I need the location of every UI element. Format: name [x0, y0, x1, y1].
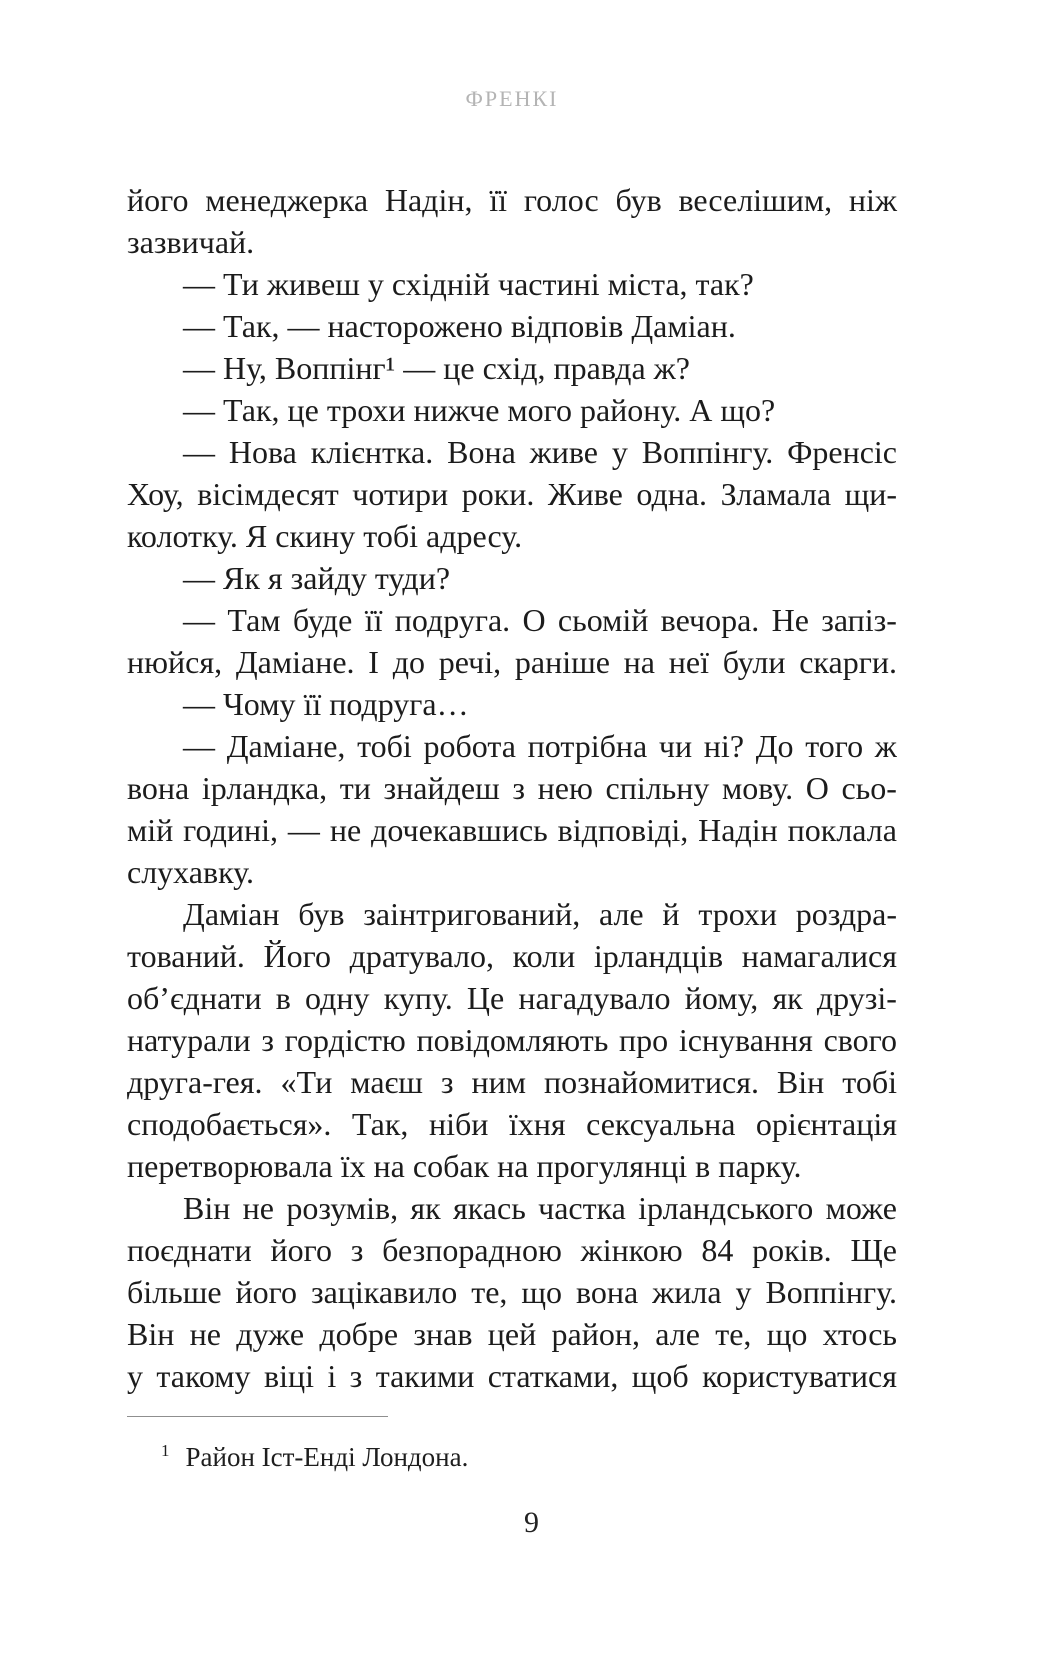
running-header: ФРЕНКІ [465, 86, 559, 111]
text-line: натурали з гордістю повідомляють про існування свого [127, 1022, 897, 1058]
text-line: Він не дуже добре знав цей район, але те, що хтось [127, 1316, 897, 1352]
footnote [127, 1431, 931, 1477]
text-line: зазвичай. [127, 224, 255, 260]
text-line: його менеджерка Надін, її голос був веселішим, ніж [127, 182, 897, 218]
text-line: друга-гея. «Ти маєш з ним познайомитися. Він тобі [127, 1064, 897, 1100]
text-line: — Як я зайду туди? [183, 560, 451, 596]
text-line: нюйся, Даміане. І до речі, раніше на неї були скарги. [127, 644, 897, 680]
text-line: поєднати його з безпорадною жінкою 84 років. Ще [127, 1232, 897, 1268]
text-line: сподобається». Так, ніби їхня сексуальна орієнтація [127, 1106, 897, 1142]
text-line: Даміан був заінтригований, але й трохи роздра- [183, 896, 897, 932]
footnote-separator [127, 1416, 388, 1417]
text-line: Хоу, вісімдесят чотири роки. Живе одна. Зламала щи- [127, 476, 897, 512]
text-line: — Ти живеш у східній частині міста, так? [183, 266, 754, 302]
text-line: — Там буде її подруга. О сьомій вечора. Не запіз- [183, 602, 897, 638]
text-line: вона ірландка, ти знайдеш з нею спільну мову. О сьо- [127, 770, 897, 806]
text-line: об’єднати в одну купу. Це нагадувало йому, як друзі- [127, 980, 897, 1016]
text-line: тований. Його дратувало, коли ірландців намагалися [127, 938, 897, 974]
page-number: 9 [524, 1506, 539, 1539]
text-line: — Так, це трохи нижче мого району. А що? [183, 392, 776, 428]
text-line: перетворювала їх на собак на прогулянці в парку. [127, 1148, 802, 1184]
text-line: — Чому її подруга… [183, 686, 469, 722]
text-line: Він не розумів, як якась частка ірландського може [183, 1190, 897, 1226]
footnote-text: Район Іст-Енді Лондона. [185, 1442, 469, 1472]
text-line: мій годині, — не дочекавшись відповіді, Надін поклала [127, 812, 897, 848]
text-line: — Нова клієнтка. Вона живе у Воппінгу. Френсіс [183, 434, 897, 470]
footnote-marker: 1 [161, 1441, 170, 1460]
text-line: — Ну, Воппінг¹ — це схід, правда ж? [183, 350, 690, 386]
text-line: — Так, — насторожено відповів Даміан. [183, 308, 736, 344]
body-text [127, 179, 897, 1397]
text-line: — Даміане, тобі робота потрібна чи ні? До того ж [183, 728, 897, 764]
text-line: колотку. Я скину тобі адресу. [127, 518, 523, 554]
text-line: слухавку. [127, 854, 254, 890]
text-line: у такому віці і з такими статками, щоб користуватися [127, 1358, 897, 1394]
text-line: більше його зацікавило те, що вона жила у Воппінгу. [127, 1274, 897, 1310]
